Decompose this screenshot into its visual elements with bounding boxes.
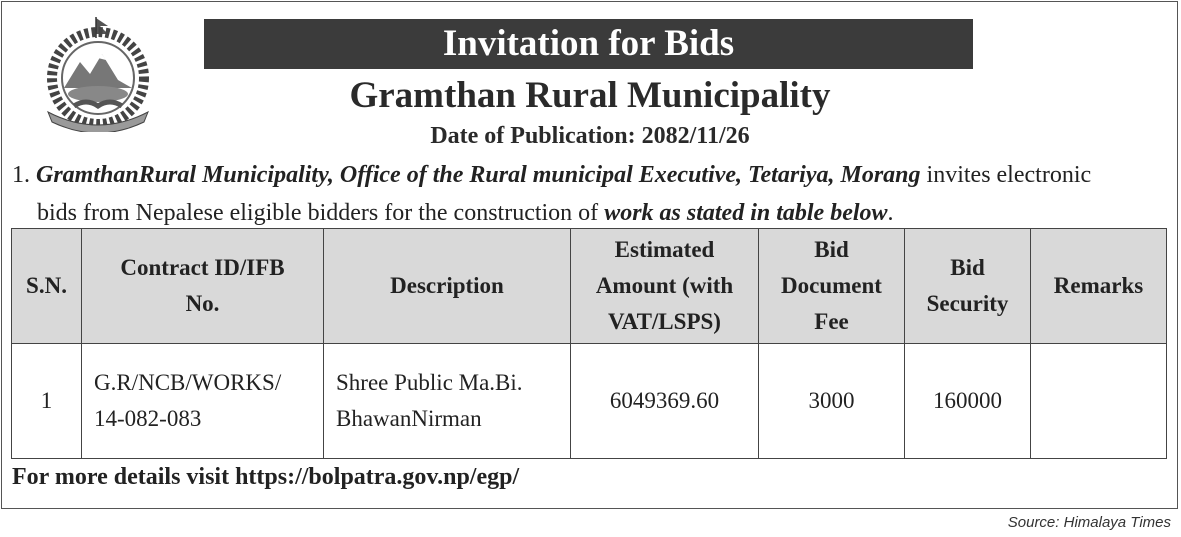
cell-document-fee: 3000 bbox=[759, 344, 905, 459]
table-row bbox=[12, 344, 1167, 459]
header-document-fee bbox=[759, 229, 905, 344]
header-amount bbox=[571, 229, 759, 344]
intro-line-2 bbox=[12, 194, 1172, 232]
intro-number: 1. bbox=[12, 162, 30, 188]
cell-description-line-1: Shree Public Ma.Bi. bbox=[336, 370, 523, 395]
header-amount-line-3: VAT/LSPS) bbox=[608, 309, 721, 334]
header-fee-line-2: Document bbox=[781, 273, 882, 298]
header-fee-line-1: Bid bbox=[814, 237, 849, 262]
intro-end: . bbox=[887, 200, 894, 226]
header-contract-id-line-1: Contract ID/IFB bbox=[120, 255, 285, 280]
notice-title-banner bbox=[204, 19, 973, 69]
intro-text-a: invites electronic bbox=[920, 162, 1092, 188]
cell-description-line-2: BhawanNirman bbox=[336, 406, 482, 431]
header-fee-line-3: Fee bbox=[814, 309, 849, 334]
notice-title: Invitation for Bids bbox=[442, 23, 735, 64]
table-header-row bbox=[12, 229, 1167, 344]
header-amount-line-2: Amount (with bbox=[595, 273, 734, 298]
intro-issuer: GramthanRural Municipality, Office of the Rural municipal Executive, Tetariya, Morang bbox=[36, 162, 921, 188]
header-remarks-label: Remarks bbox=[1053, 273, 1144, 298]
intro-paragraph bbox=[12, 156, 1172, 232]
header-contract-id-line-2: No. bbox=[185, 291, 220, 316]
nepal-emblem-icon bbox=[34, 14, 162, 132]
cell-remarks bbox=[1031, 344, 1167, 459]
cell-contract-id-line-2: 14-082-083 bbox=[94, 406, 202, 431]
header-description bbox=[324, 229, 571, 344]
cell-contract-id-line-1: G.R/NCB/WORKS/ bbox=[94, 370, 282, 395]
bids-table bbox=[11, 228, 1167, 459]
header-description-label: Description bbox=[390, 273, 504, 298]
cell-description bbox=[324, 344, 571, 459]
header-bid-security bbox=[905, 229, 1031, 344]
source-credit: Source: Himalaya Times bbox=[1007, 514, 1171, 531]
organization-name: Gramthan Rural Municipality bbox=[349, 75, 831, 116]
intro-emphasis: work as stated in table below bbox=[604, 200, 888, 226]
header-amount-line-1: Estimated bbox=[614, 237, 715, 262]
intro-line-1 bbox=[12, 156, 1172, 194]
header-remarks bbox=[1031, 229, 1167, 344]
intro-text-b: bids from Nepalese eligible bidders for the construction of bbox=[37, 200, 605, 226]
details-footer: For more details visit https://bolpatra.gov.np/egp/ bbox=[12, 464, 520, 490]
cell-sn: 1 bbox=[12, 344, 82, 459]
cell-contract-id bbox=[82, 344, 324, 459]
header-security-line-1: Bid bbox=[950, 255, 985, 280]
publication-date: Date of Publication: 2082/11/26 bbox=[430, 123, 750, 149]
header-security-line-2: Security bbox=[926, 291, 1009, 316]
cell-amount: 6049369.60 bbox=[571, 344, 759, 459]
header-sn-label: S.N. bbox=[26, 273, 67, 298]
cell-bid-security: 160000 bbox=[905, 344, 1031, 459]
header-contract-id bbox=[82, 229, 324, 344]
header-sn bbox=[12, 229, 82, 344]
